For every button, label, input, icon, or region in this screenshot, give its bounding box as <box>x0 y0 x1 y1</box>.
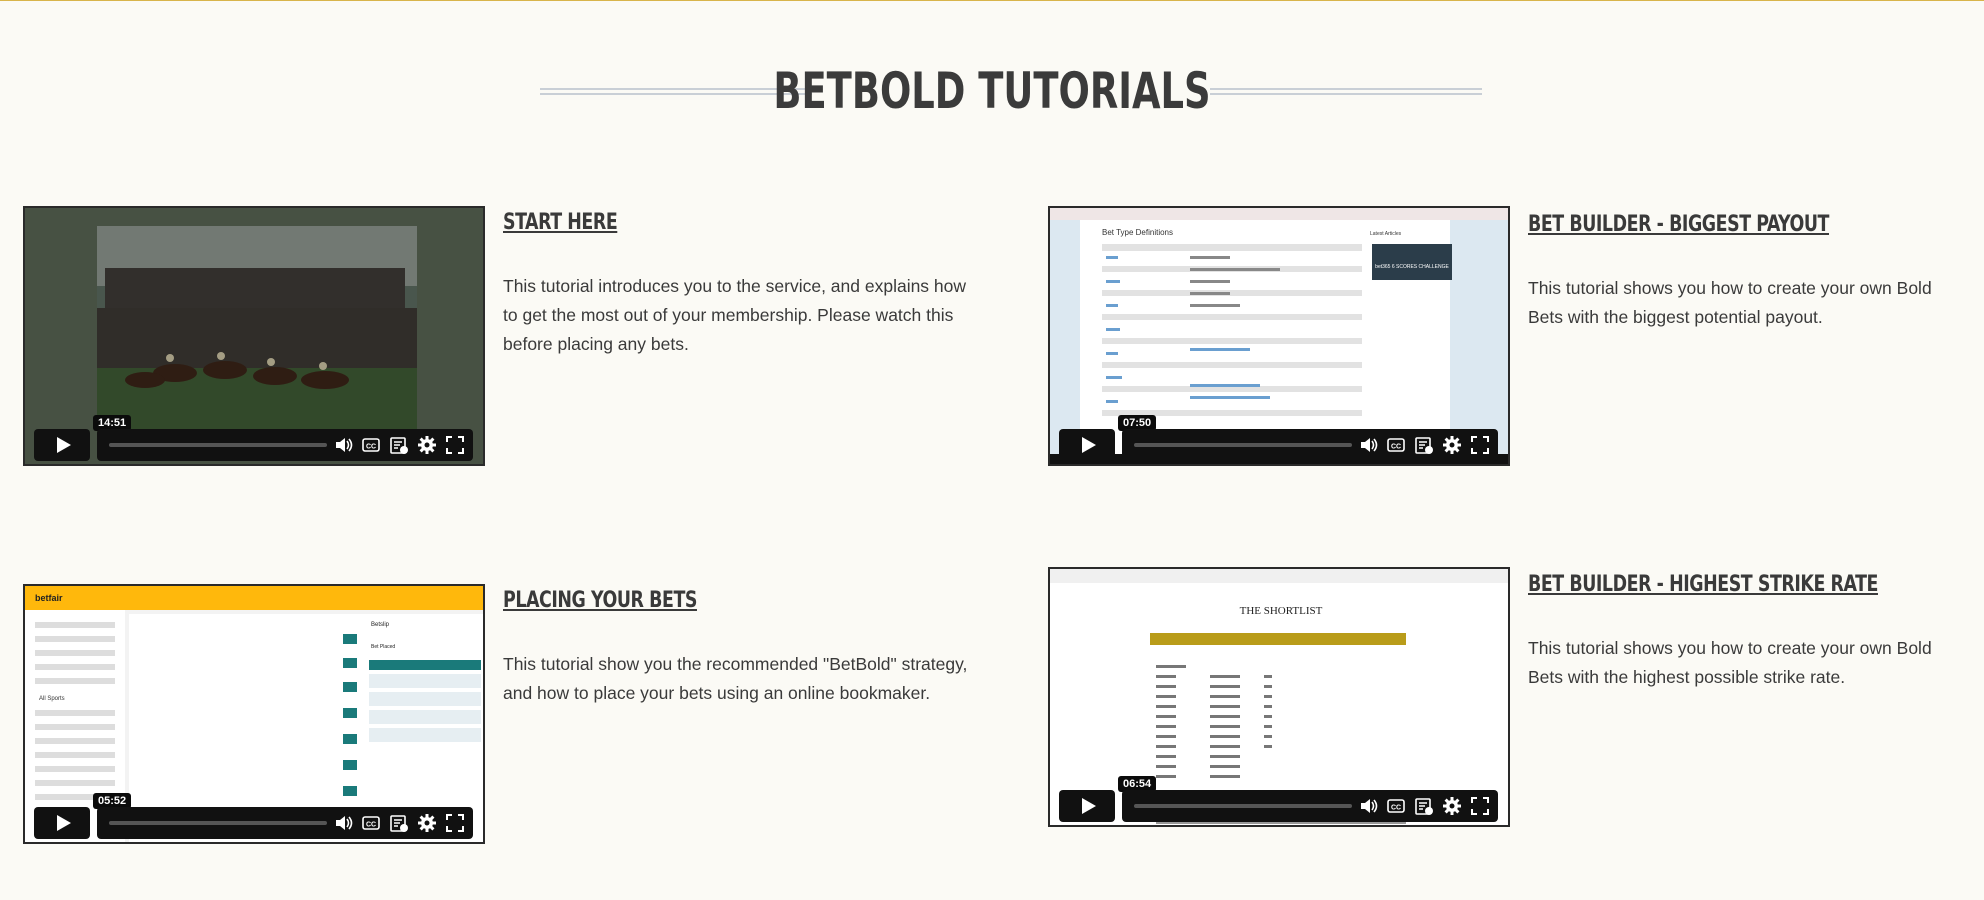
play-button[interactable] <box>1059 429 1115 461</box>
fullscreen-icon[interactable] <box>445 435 465 455</box>
volume-icon[interactable] <box>333 435 353 455</box>
thumb-brand: betfair <box>35 593 63 603</box>
play-icon <box>57 437 71 453</box>
thumb-section: All Sports <box>39 696 65 702</box>
svg-text:CC: CC <box>365 443 377 451</box>
settings-icon[interactable] <box>417 813 437 833</box>
captions-icon[interactable] <box>361 435 381 455</box>
play-icon <box>1082 798 1096 814</box>
tutorial-description: This tutorial introduces you to the service, and explains how to get the most out of your membership. Please watch this before placing any bets. <box>503 276 967 354</box>
tutorial-description: This tutorial shows you how to create your own Bold Bets with the highest possible strike rate. <box>1528 638 1932 687</box>
tutorial-title-highest-strike-rate[interactable]: BET BUILDER - HIGHEST STRIKE RATE <box>1528 572 1878 597</box>
page-header <box>0 56 1984 126</box>
thumb-heading: THE SHORTLIST <box>1239 605 1323 617</box>
fullscreen-icon[interactable] <box>1470 796 1490 816</box>
progress-bar[interactable] <box>109 443 327 447</box>
tutorial-video-placing-bets[interactable] <box>23 584 485 844</box>
fullscreen-icon[interactable] <box>1470 435 1490 455</box>
watch-later-icon[interactable] <box>389 435 409 455</box>
svg-text:CC: CC <box>365 821 377 829</box>
tutorial-description: This tutorial shows you how to create your own Bold Bets with the biggest potential payout. <box>1528 278 1932 327</box>
play-icon <box>57 815 71 831</box>
play-icon <box>1082 437 1096 453</box>
progress-bar[interactable] <box>1134 443 1352 447</box>
video-duration: 07:50 <box>1118 415 1156 431</box>
player-controls <box>1122 790 1498 822</box>
svg-text:CC: CC <box>1390 804 1402 812</box>
player-controls <box>1122 429 1498 461</box>
watch-later-icon[interactable] <box>1414 435 1434 455</box>
volume-icon[interactable] <box>333 813 353 833</box>
svg-text:CC: CC <box>1390 443 1402 451</box>
page-title: BETBOLD TUTORIALS <box>773 62 1211 120</box>
captions-icon[interactable] <box>1386 796 1406 816</box>
title-divider-right <box>1210 88 1482 95</box>
tutorial-video-start-here[interactable] <box>23 206 485 466</box>
progress-bar[interactable] <box>1134 804 1352 808</box>
tutorial-description: This tutorial show you the recommended "BetBold" strategy, and how to place your bets using an online bookmaker. <box>503 654 968 703</box>
captions-icon[interactable] <box>361 813 381 833</box>
play-button[interactable] <box>34 429 90 461</box>
tutorial-video-biggest-payout[interactable] <box>1048 206 1510 466</box>
player-controls <box>97 807 473 839</box>
fullscreen-icon[interactable] <box>445 813 465 833</box>
volume-icon[interactable] <box>1358 796 1378 816</box>
captions-icon[interactable] <box>1386 435 1406 455</box>
watch-later-icon[interactable] <box>389 813 409 833</box>
tutorial-title-biggest-payout[interactable]: BET BUILDER - BIGGEST PAYOUT <box>1528 212 1830 237</box>
settings-icon[interactable] <box>1442 796 1462 816</box>
thumb-betslip: Betslip <box>371 622 390 628</box>
video-duration: 05:52 <box>93 793 131 809</box>
tutorial-title-start-here[interactable]: START HERE <box>503 210 618 235</box>
settings-icon[interactable] <box>417 435 437 455</box>
progress-bar[interactable] <box>109 821 327 825</box>
play-button[interactable] <box>34 807 90 839</box>
tutorial-title-placing-bets[interactable]: PLACING YOUR BETS <box>503 588 697 613</box>
play-button[interactable] <box>1059 790 1115 822</box>
volume-icon[interactable] <box>1358 435 1378 455</box>
video-duration: 14:51 <box>93 415 131 431</box>
thumb-placed: Bet Placed <box>371 644 396 650</box>
player-controls <box>97 429 473 461</box>
video-duration: 06:54 <box>1118 776 1156 792</box>
tutorial-video-highest-strike-rate[interactable] <box>1048 567 1510 827</box>
thumb-promo: bet365 6 SCORES CHALLENGE <box>1375 264 1449 270</box>
watch-later-icon[interactable] <box>1414 796 1434 816</box>
settings-icon[interactable] <box>1442 435 1462 455</box>
thumb-heading: Bet Type Definitions <box>1102 228 1174 237</box>
thumb-side: Latest Articles <box>1370 231 1402 237</box>
